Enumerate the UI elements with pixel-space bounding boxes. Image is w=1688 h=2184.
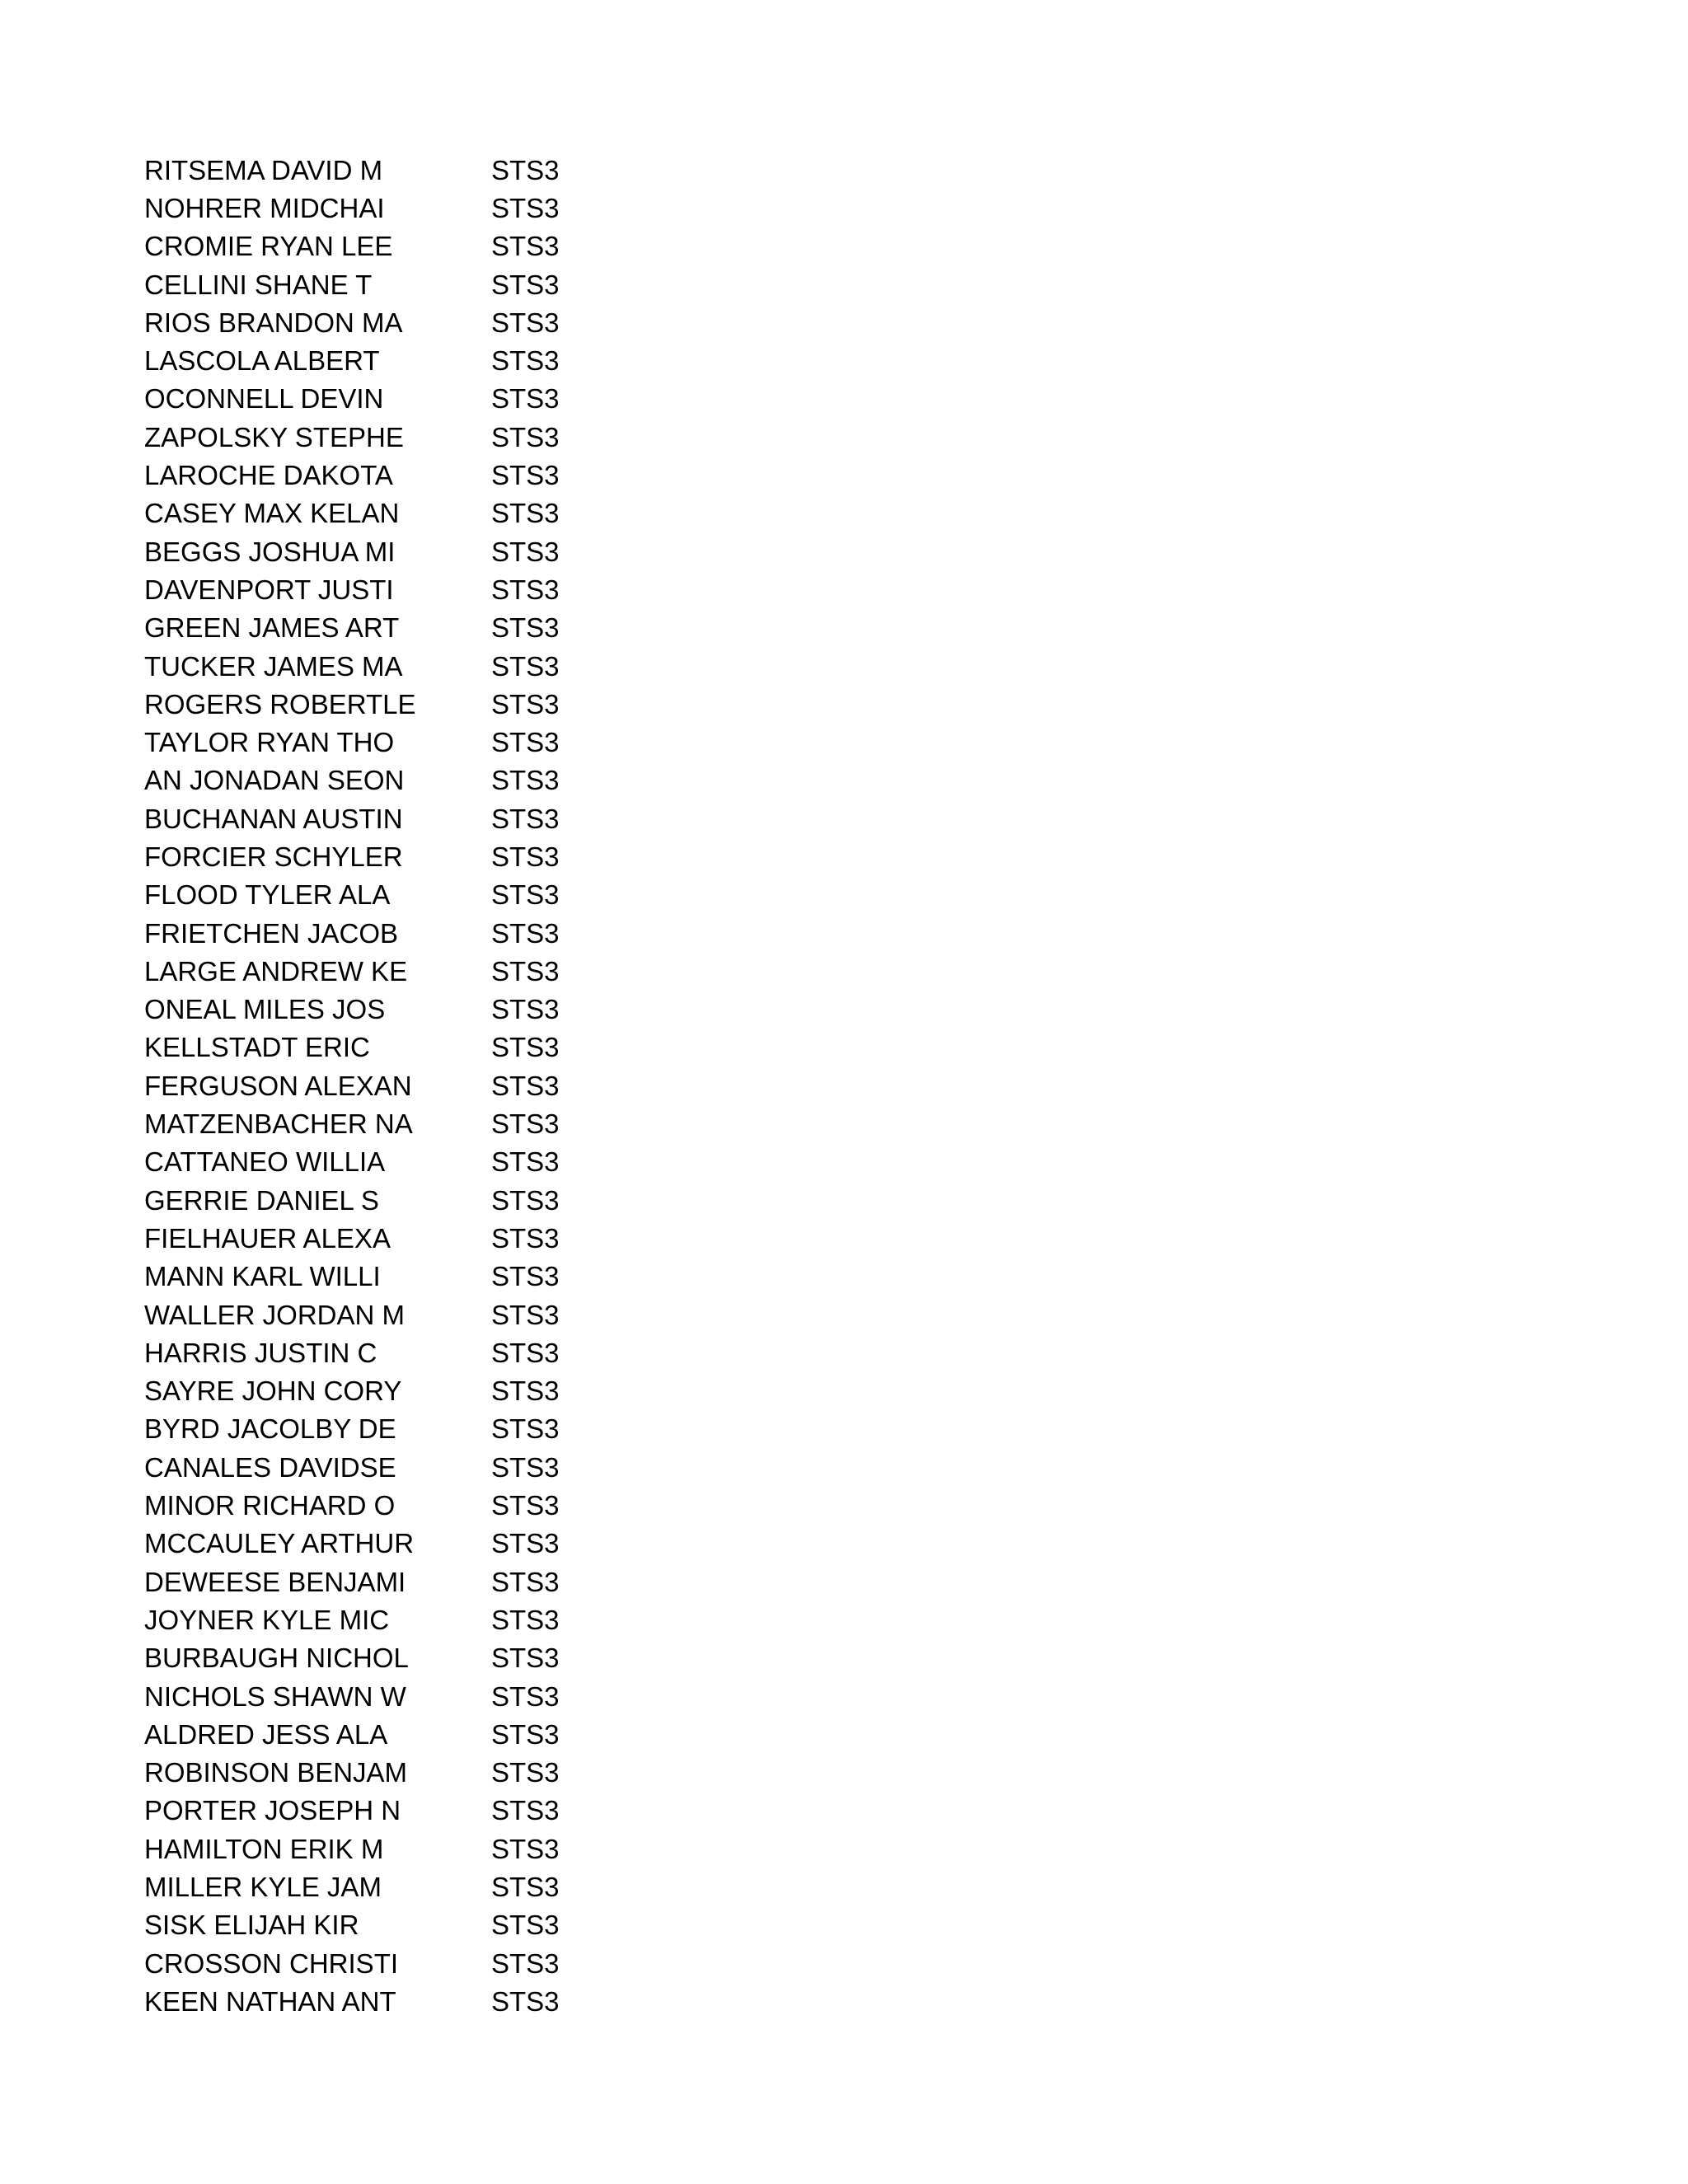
sailor-name: ALDRED JESS ALA: [144, 1718, 388, 1750]
sailor-name: GERRIE DANIEL S: [144, 1184, 379, 1216]
rate-code: STS3: [491, 612, 560, 644]
sailor-name: BURBAUGH NICHOL: [144, 1643, 409, 1674]
roster-row: [144, 1219, 590, 1257]
roster-row: [144, 609, 590, 647]
roster-row: [144, 1104, 590, 1142]
roster-row: [144, 1448, 590, 1486]
rate-code: STS3: [491, 1833, 560, 1864]
rate-code: STS3: [491, 1643, 560, 1674]
sailor-name: SISK ELIJAH KIR: [144, 1910, 359, 1941]
rate-code: STS3: [491, 955, 560, 987]
rate-code: STS3: [491, 1985, 560, 2017]
sailor-name: DEWEESE BENJAMI: [144, 1566, 406, 1597]
roster-row: [144, 799, 590, 837]
rate-code: STS3: [491, 154, 560, 185]
roster-row: [144, 1715, 590, 1753]
sailor-name: FORCIER SCHYLER: [144, 841, 403, 872]
rate-code: STS3: [491, 1108, 560, 1140]
sailor-name: CATTANEO WILLIA: [144, 1146, 386, 1178]
roster-row: [144, 1677, 590, 1715]
rate-code: STS3: [491, 688, 560, 719]
roster-row: [144, 876, 590, 914]
sailor-name: FLOOD TYLER ALA: [144, 879, 391, 911]
sailor-name: CASEY MAX KELAN: [144, 498, 400, 529]
sailor-name: PORTER JOSEPH N: [144, 1795, 401, 1826]
roster-row: [144, 1143, 590, 1181]
rate-code: STS3: [491, 1032, 560, 1063]
rate-code: STS3: [491, 536, 560, 567]
roster-row: [144, 380, 590, 418]
sailor-name: BEGGS JOSHUA MI: [144, 536, 396, 567]
sailor-name: DAVENPORT JUSTI: [144, 574, 394, 605]
sailor-name: HARRIS JUSTIN C: [144, 1337, 377, 1368]
sailor-name: CELLINI SHANE T: [144, 269, 373, 300]
rate-code: STS3: [491, 1910, 560, 1941]
sailor-name: RITSEMA DAVID M: [144, 154, 383, 185]
roster-row: [144, 1601, 590, 1638]
sailor-name: CROMIE RYAN LEE: [144, 231, 393, 262]
rate-code: STS3: [491, 421, 560, 452]
rate-code: STS3: [491, 460, 560, 491]
rate-code: STS3: [491, 1070, 560, 1101]
sailor-name: CANALES DAVIDSE: [144, 1451, 396, 1483]
roster-row: [144, 1525, 590, 1563]
roster-row: [144, 1792, 590, 1830]
sailor-name: SAYRE JOHN CORY: [144, 1376, 402, 1407]
roster-row: [144, 1906, 590, 1944]
roster-row: [144, 227, 590, 265]
roster-row: [144, 1944, 590, 1982]
roster-row: [144, 952, 590, 990]
sailor-name: ONEAL MILES JOS: [144, 994, 386, 1025]
rate-code: STS3: [491, 1604, 560, 1635]
roster-row: [144, 1333, 590, 1371]
roster-row: [144, 1258, 590, 1296]
sailor-name: NICHOLS SHAWN W: [144, 1680, 406, 1712]
roster-row: [144, 532, 590, 570]
sailor-name: MATZENBACHER NA: [144, 1108, 413, 1140]
rate-code: STS3: [491, 231, 560, 262]
roster-row: [144, 647, 590, 685]
roster-row: [144, 762, 590, 799]
roster-row: [144, 991, 590, 1029]
rate-code: STS3: [491, 383, 560, 415]
sailor-name: KEEN NATHAN ANT: [144, 1985, 396, 2017]
roster-row: [144, 1296, 590, 1333]
rate-code: STS3: [491, 1490, 560, 1521]
sailor-name: FERGUSON ALEXAN: [144, 1070, 412, 1101]
rate-code: STS3: [491, 1222, 560, 1254]
roster-row: [144, 456, 590, 494]
roster-row: [144, 151, 590, 189]
roster-row: [144, 1830, 590, 1868]
sailor-name: MCCAULEY ARTHUR: [144, 1528, 415, 1559]
roster-row: [144, 570, 590, 608]
rate-code: STS3: [491, 192, 560, 223]
roster-row: [144, 1029, 590, 1066]
sailor-name: WALLER JORDAN M: [144, 1299, 405, 1330]
rate-code: STS3: [491, 1146, 560, 1178]
roster-row: [144, 1639, 590, 1677]
roster-row: [144, 303, 590, 341]
roster-row: [144, 685, 590, 723]
sailor-name: JOYNER KYLE MIC: [144, 1604, 390, 1635]
roster-row: [144, 341, 590, 379]
rate-code: STS3: [491, 574, 560, 605]
rate-code: STS3: [491, 994, 560, 1025]
roster-row: [144, 1181, 590, 1219]
rate-code: STS3: [491, 879, 560, 911]
rate-code: STS3: [491, 345, 560, 377]
rate-code: STS3: [491, 650, 560, 682]
sailor-name: HAMILTON ERIK M: [144, 1833, 384, 1864]
rate-code: STS3: [491, 1413, 560, 1445]
roster-row: [144, 418, 590, 456]
rate-code: STS3: [491, 1337, 560, 1368]
sailor-name: MANN KARL WILLI: [144, 1261, 381, 1292]
rate-code: STS3: [491, 307, 560, 338]
rate-code: STS3: [491, 1261, 560, 1292]
sailor-name: GREEN JAMES ART: [144, 612, 400, 644]
rate-code: STS3: [491, 1947, 560, 1979]
rate-code: STS3: [491, 498, 560, 529]
sailor-name: MINOR RICHARD O: [144, 1490, 396, 1521]
rate-code: STS3: [491, 1872, 560, 1902]
roster-row: [144, 1753, 590, 1791]
roster-row: [144, 189, 590, 227]
sailor-name: KELLSTADT ERIC: [144, 1032, 370, 1063]
rate-code: STS3: [491, 1184, 560, 1216]
sailor-name: ROGERS ROBERTLE: [144, 688, 416, 719]
sailor-name: CROSSON CHRISTI: [144, 1947, 399, 1979]
sailor-name: AN JONADAN SEON: [144, 765, 405, 796]
sailor-name: TUCKER JAMES MA: [144, 650, 403, 682]
roster-list: [144, 151, 590, 2021]
sailor-name: OCONNELL DEVIN: [144, 383, 384, 415]
rate-code: STS3: [491, 917, 560, 949]
rate-code: STS3: [491, 1718, 560, 1750]
sailor-name: BUCHANAN AUSTIN: [144, 803, 403, 834]
roster-row: [144, 494, 590, 532]
sailor-name: LAROCHE DAKOTA: [144, 460, 393, 491]
sailor-name: MILLER KYLE JAM: [144, 1872, 382, 1902]
rate-code: STS3: [491, 1376, 560, 1407]
rate-code: STS3: [491, 269, 560, 300]
rate-code: STS3: [491, 803, 560, 834]
rate-code: STS3: [491, 1451, 560, 1483]
sailor-name: RIOS BRANDON MA: [144, 307, 403, 338]
roster-row: [144, 1372, 590, 1410]
rate-code: STS3: [491, 1680, 560, 1712]
rate-code: STS3: [491, 841, 560, 872]
sailor-name: FIELHAUER ALEXA: [144, 1222, 391, 1254]
roster-row: [144, 1982, 590, 2020]
rate-code: STS3: [491, 1757, 560, 1788]
sailor-name: TAYLOR RYAN THO: [144, 727, 395, 758]
sailor-name: LARGE ANDREW KE: [144, 955, 408, 987]
rate-code: STS3: [491, 1299, 560, 1330]
roster-row: [144, 837, 590, 875]
rate-code: STS3: [491, 1528, 560, 1559]
sailor-name: ZAPOLSKY STEPHE: [144, 421, 404, 452]
rate-code: STS3: [491, 765, 560, 796]
roster-row: [144, 1868, 590, 1905]
rate-code: STS3: [491, 1795, 560, 1826]
sailor-name: FRIETCHEN JACOB: [144, 917, 399, 949]
roster-row: [144, 1410, 590, 1448]
roster-row: [144, 1486, 590, 1524]
roster-row: [144, 723, 590, 761]
sailor-name: ROBINSON BENJAM: [144, 1757, 408, 1788]
rate-code: STS3: [491, 1566, 560, 1597]
roster-row: [144, 1563, 590, 1601]
rate-code: STS3: [491, 727, 560, 758]
sailor-name: LASCOLA ALBERT: [144, 345, 380, 377]
sailor-name: BYRD JACOLBY DE: [144, 1413, 396, 1445]
roster-row: [144, 914, 590, 952]
roster-row: [144, 265, 590, 303]
roster-row: [144, 1066, 590, 1104]
sailor-name: NOHRER MIDCHAI: [144, 192, 385, 223]
